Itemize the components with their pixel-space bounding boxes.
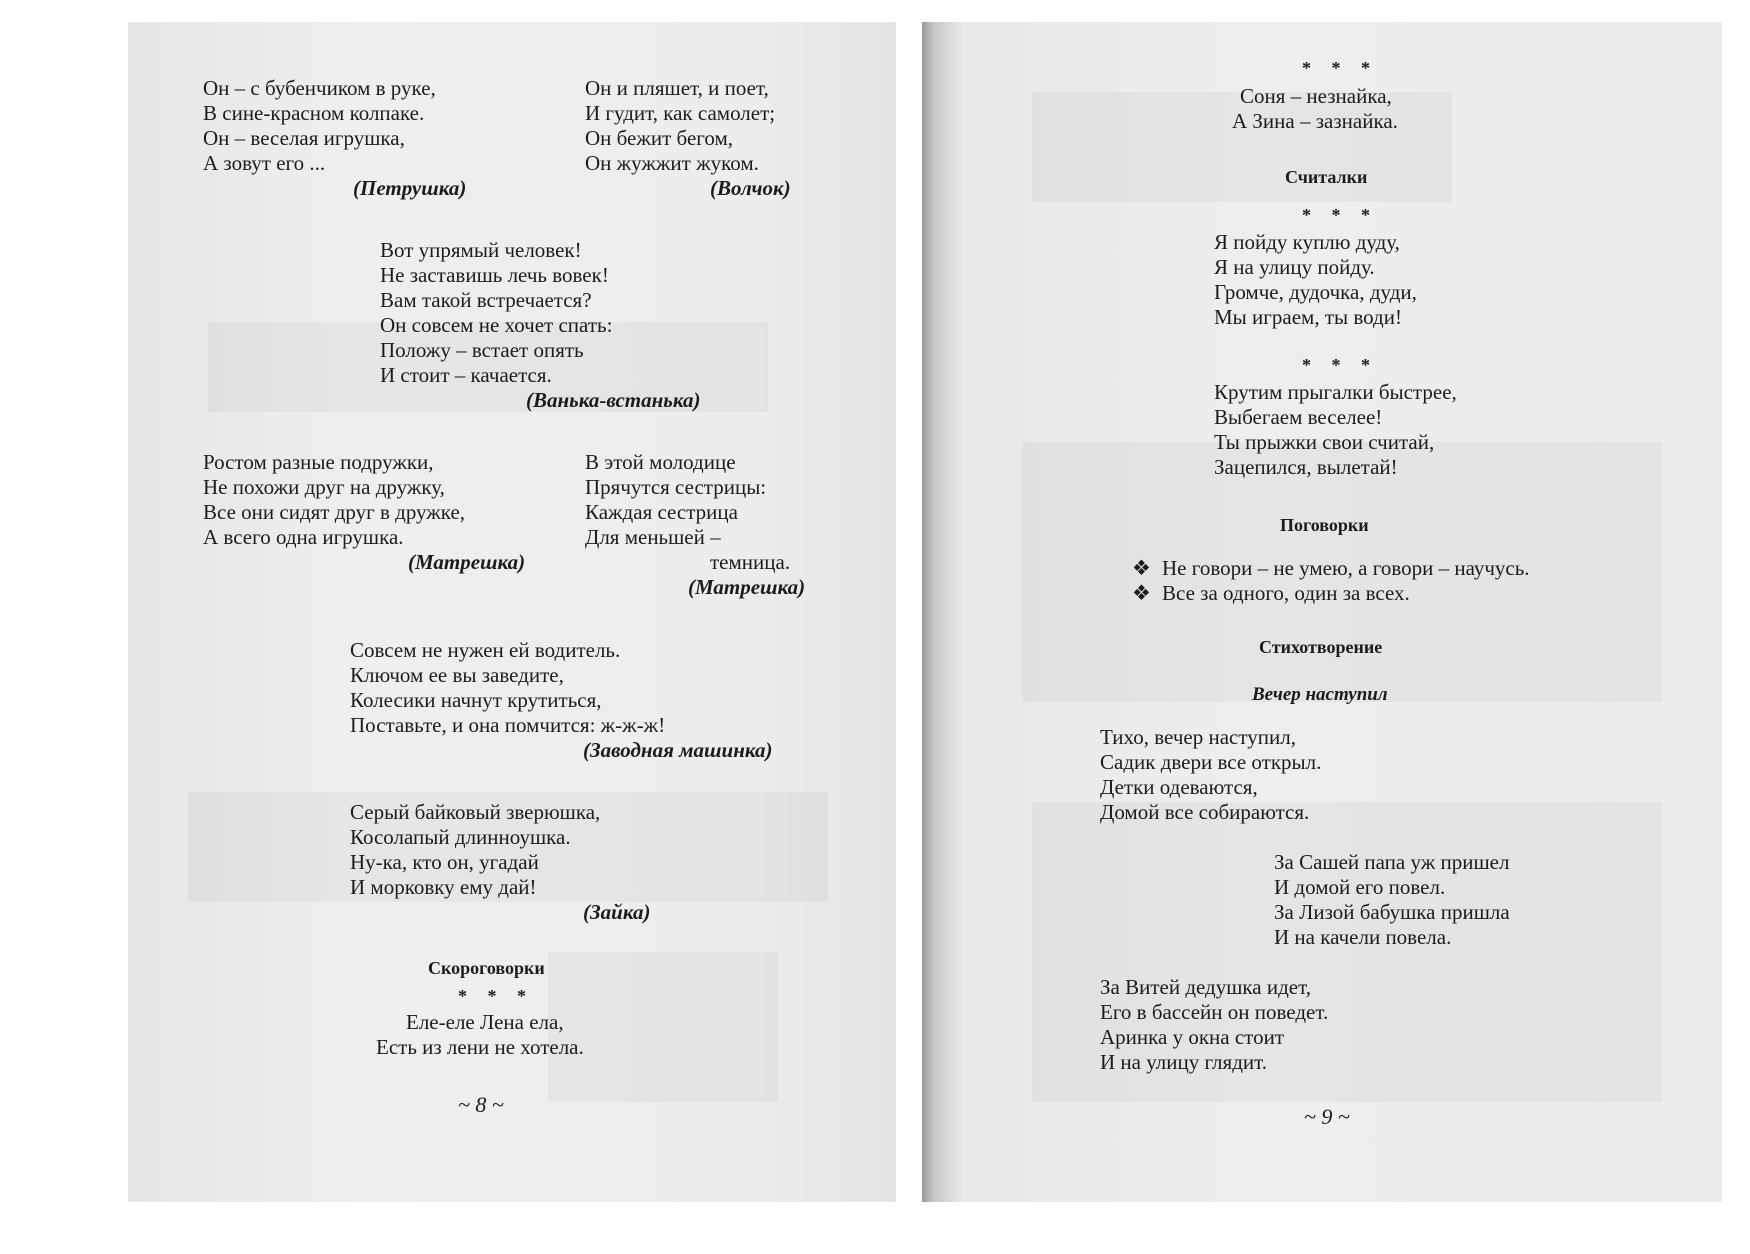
riddle-line: Он – с бубенчиком в руке, [203, 76, 436, 100]
riddle-answer: (Заводная машинка) [583, 738, 773, 762]
rhyme-line: Зацепился, вылетай! [1214, 455, 1398, 479]
riddle-line: Он жужжит жуком. [585, 151, 759, 175]
riddle-line: Поставьте, и она помчится: ж-ж-ж! [350, 713, 666, 737]
riddle-line: Не похожи друг на дружку, [203, 475, 445, 499]
riddle-answer: (Петрушка) [353, 176, 467, 200]
poem-line: И на качели повела. [1274, 925, 1452, 949]
riddle-line: Совсем не нужен ей водитель. [350, 638, 621, 662]
riddle-answer: (Зайка) [583, 900, 651, 924]
page-number: ~ 9 ~ [1304, 1104, 1350, 1129]
riddle-line: И морковку ему дай! [350, 875, 537, 899]
saying-text: Не говори – не умею, а говори – научусь. [1162, 556, 1530, 580]
page-number: ~ 8 ~ [458, 1092, 504, 1117]
section-divider: * * * [1302, 355, 1378, 375]
saying-item [1132, 581, 1410, 606]
riddle-line: Не заставишь лечь вовек! [380, 263, 609, 287]
poem-line: Его в бассейн он поведет. [1100, 1000, 1329, 1024]
saying-line: А Зина – зазнайка. [1232, 109, 1398, 133]
riddle-line: Вам такой встречается? [380, 288, 592, 312]
riddle-answer: (Матрешка) [408, 550, 526, 574]
saying-line: Соня – незнайка, [1240, 84, 1392, 108]
riddle-line: И гудит, как самолет; [585, 101, 776, 125]
section-heading: Поговорки [1280, 515, 1369, 535]
poem-line: Тихо, вечер наступил, [1100, 725, 1296, 749]
left-page [128, 22, 896, 1202]
riddle-line: Прячутся сестрицы: [585, 475, 767, 499]
section-heading: Стихотворение [1259, 637, 1383, 657]
riddle-line: Ростом разные подружки, [203, 450, 434, 474]
rhyme-line: Ты прыжки свои считай, [1214, 430, 1435, 454]
riddle-line: Положу – встает опять [380, 338, 584, 362]
riddle-line: Ну-ка, кто он, угадай [350, 850, 539, 874]
rhyme-line: Мы играем, ты води! [1214, 305, 1402, 329]
right-page [922, 22, 1722, 1202]
riddle-line: Он – веселая игрушка, [203, 126, 405, 150]
riddle-line: Серый байковый зверюшка, [350, 800, 601, 824]
saying-item [1132, 556, 1530, 581]
twister-line: Есть из лени не хотела. [376, 1035, 584, 1059]
poem-line: За Сашей папа уж пришел [1274, 850, 1510, 874]
riddle-line: А всего одна игрушка. [203, 525, 404, 549]
section-divider: * * * [1302, 205, 1378, 225]
riddle-line: В этой молодице [585, 450, 736, 474]
twister-line: Еле-еле Лена ела, [406, 1010, 564, 1034]
poem-line: И на улицу глядит. [1100, 1050, 1267, 1074]
riddle-line: Каждая сестрица [585, 500, 738, 524]
riddle-line: Он совсем не хочет спать: [380, 313, 613, 337]
section-heading: Скороговорки [428, 958, 545, 978]
riddle-line: В сине-красном колпаке. [203, 101, 425, 125]
riddle-line: темница. [710, 550, 791, 574]
diamond-bullet-icon: ❖ [1132, 581, 1151, 605]
riddle-line: Для меньшей – [585, 525, 721, 549]
riddle-line: Вот упрямый человек! [380, 238, 582, 262]
diamond-bullet-icon: ❖ [1132, 556, 1151, 580]
rhyme-line: Я пойду куплю дуду, [1214, 230, 1400, 254]
saying-text: Все за одного, один за всех. [1162, 581, 1410, 605]
riddle-line: Косолапый длинноушка. [350, 825, 571, 849]
riddle-line: И стоит – качается. [380, 363, 552, 387]
riddle-answer: (Волчок) [710, 176, 791, 200]
section-divider: * * * [1302, 58, 1378, 78]
riddle-line: Все они сидят друг в дружке, [203, 500, 466, 524]
riddle-line: Он бежит бегом, [585, 126, 734, 150]
section-divider: * * * [458, 986, 534, 1006]
rhyme-line: Выбегаем веселее! [1214, 405, 1383, 429]
rhyme-line: Крутим прыгалки быстрее, [1214, 380, 1457, 404]
riddle-line: Он и пляшет, и поет, [585, 76, 769, 100]
riddle-answer: (Матрешка) [688, 575, 806, 599]
poem-line: Садик двери все открыл. [1100, 750, 1322, 774]
riddle-answer: (Ванька-встанька) [526, 388, 701, 412]
bleed-through [548, 952, 778, 1102]
poem-line: Детки одеваются, [1100, 775, 1258, 799]
poem-line: Аринка у окна стоит [1100, 1025, 1284, 1049]
poem-title: Вечер наступил [1252, 684, 1388, 705]
poem-line: За Витей дедушка идет, [1100, 975, 1311, 999]
poem-line: За Лизой бабушка пришла [1274, 900, 1510, 924]
poem-line: И домой его повел. [1274, 875, 1446, 899]
poem-line: Домой все собираются. [1100, 800, 1310, 824]
rhyme-line: Громче, дудочка, дуди, [1214, 280, 1417, 304]
rhyme-line: Я на улицу пойду. [1214, 255, 1375, 279]
riddle-line: Колесики начнут крутиться, [350, 688, 602, 712]
riddle-line: А зовут его ... [203, 151, 326, 175]
section-heading: Считалки [1285, 167, 1368, 187]
riddle-line: Ключом ее вы заведите, [350, 663, 564, 687]
